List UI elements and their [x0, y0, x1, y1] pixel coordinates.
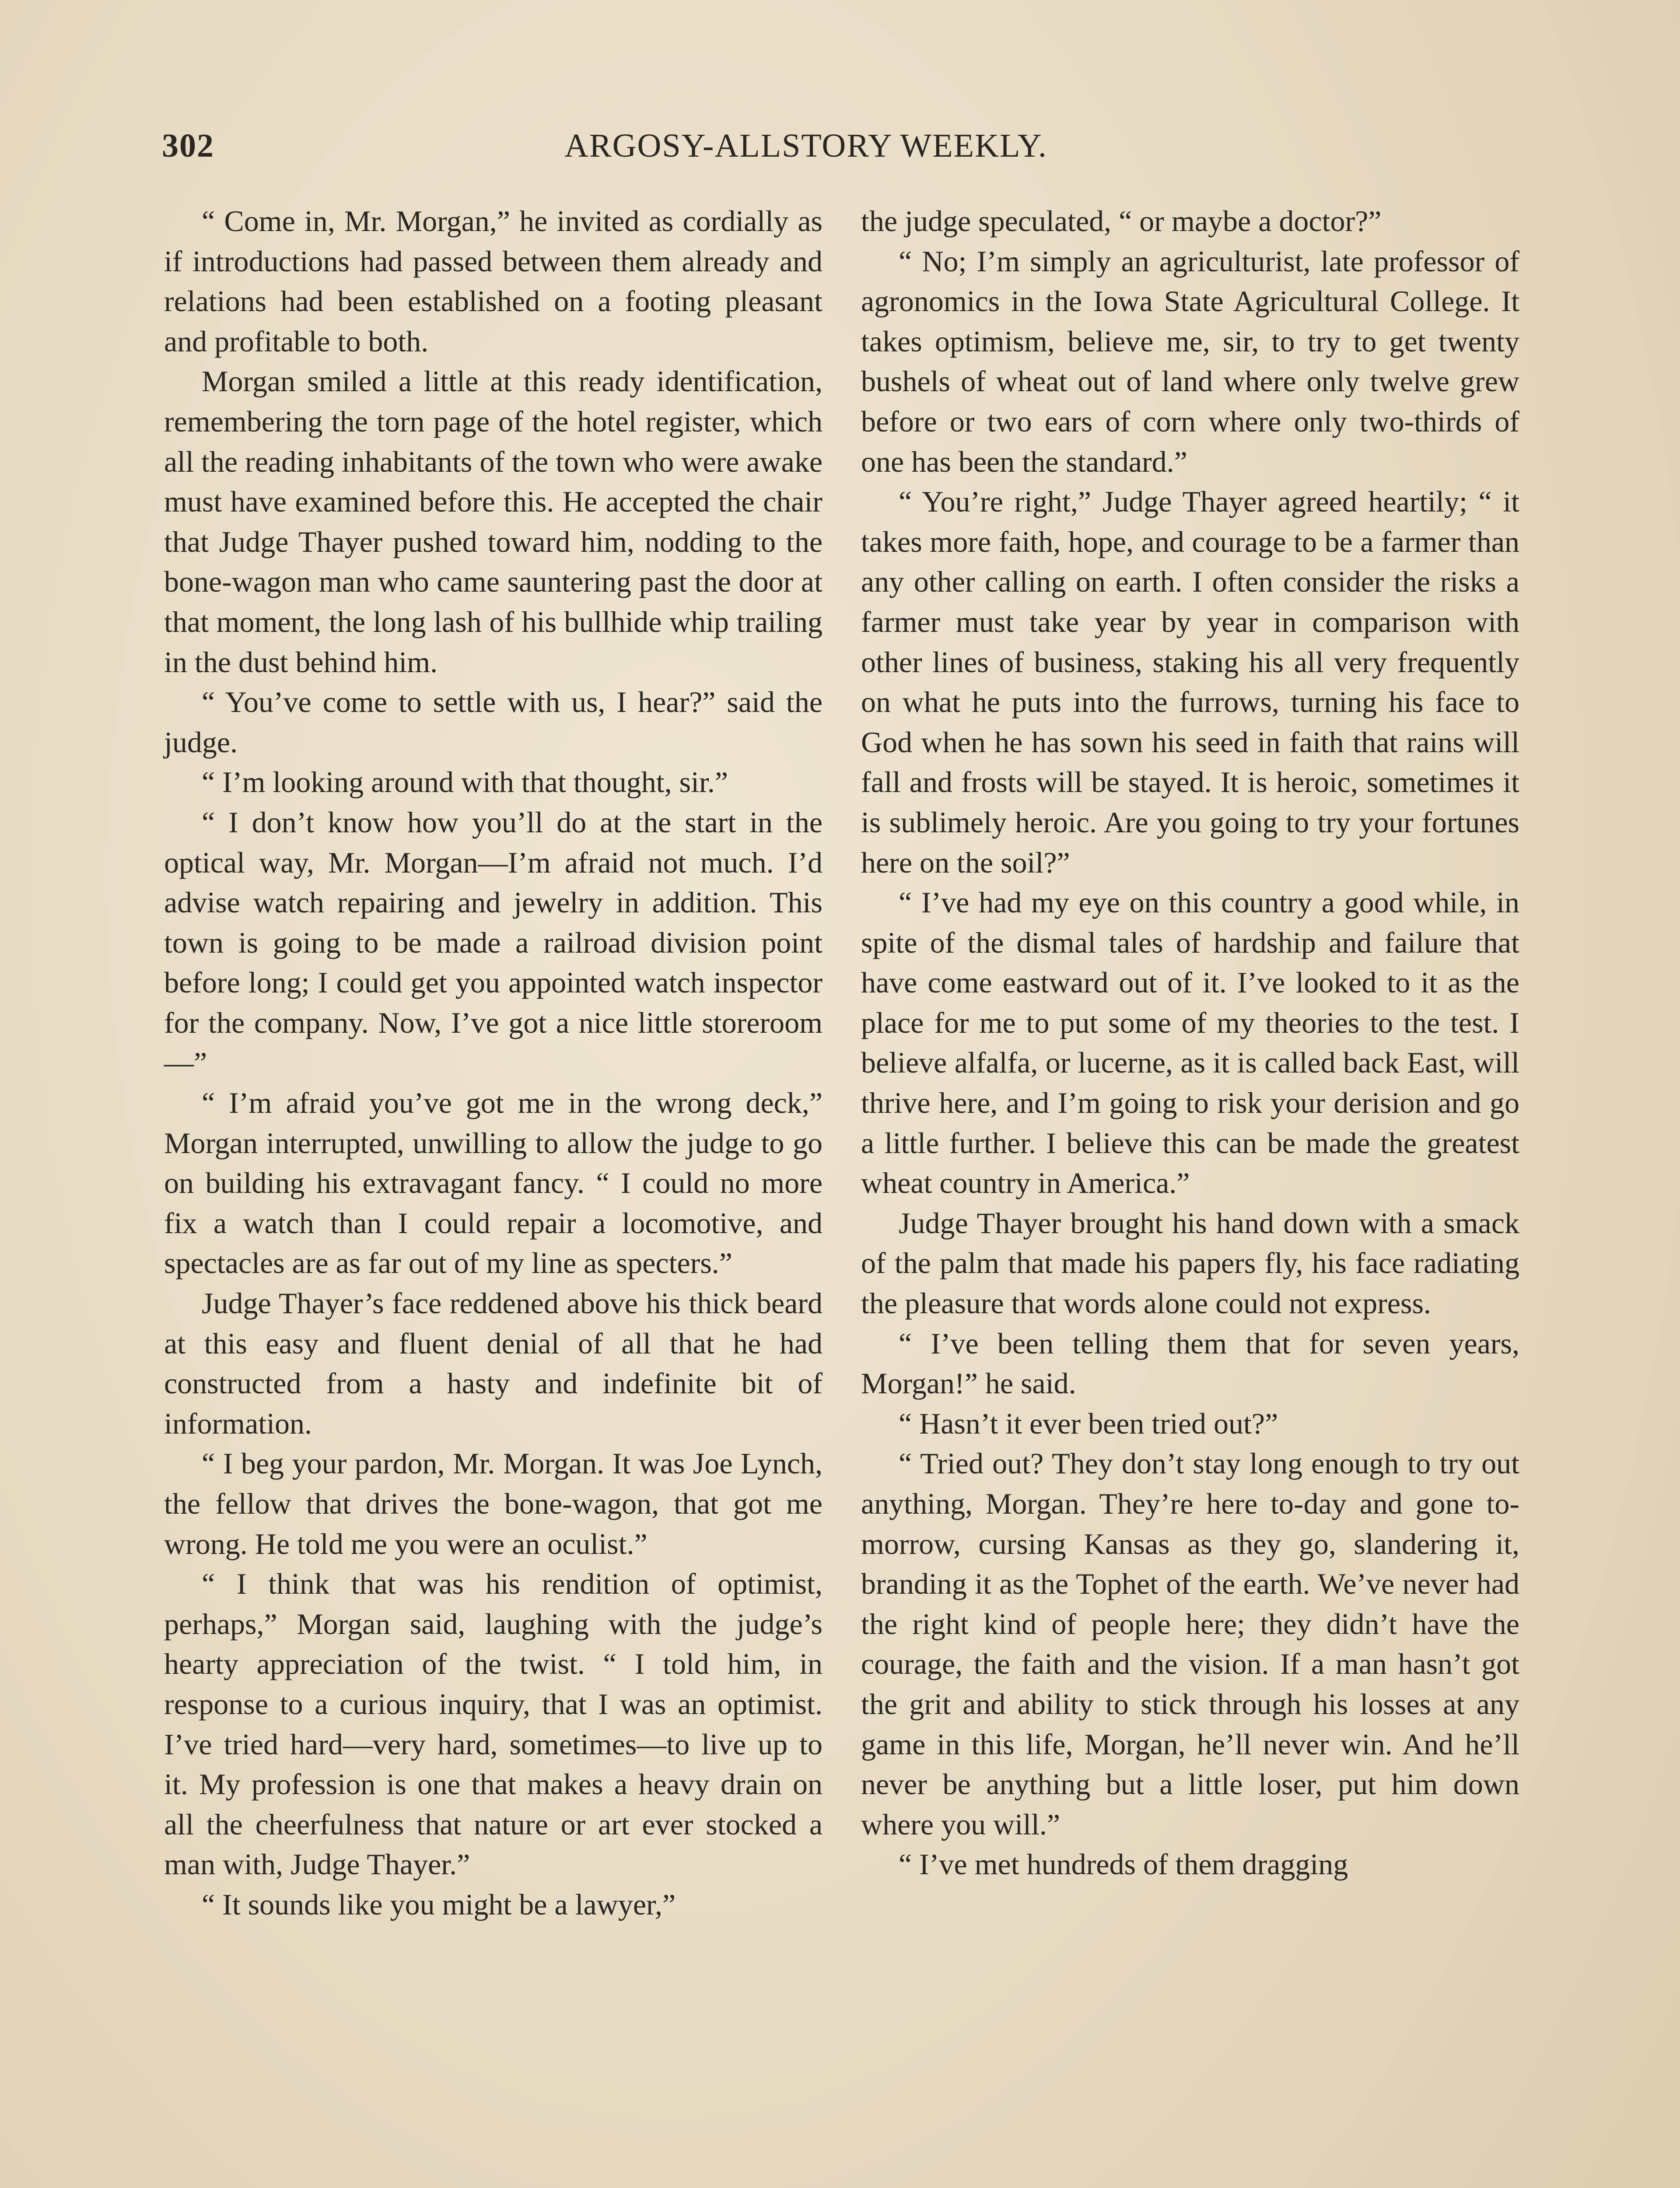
paragraph-continuation: the judge speculated, “ or maybe a doctor?”: [861, 204, 1382, 238]
paragraph: “ I beg your pardon, Mr. Morgan. It was Joe Lynch, the fellow that drives the bone-wagon, that got me wrong. He told me you were an oculist.”: [164, 1447, 822, 1560]
running-title: ARGOSY-ALLSTORY WEEKLY.: [564, 127, 1047, 164]
paragraph: “ I’ve met hundreds of them dragging: [899, 1848, 1348, 1881]
page-header: [162, 127, 1527, 175]
paragraph: “ Hasn’t it ever been tried out?”: [899, 1406, 1278, 1440]
paragraph: “ I don’t know how you’ll do at the start in the optical way, Mr. Morgan—I’m afraid not much. I’d advise watch repairing and jewelry in addition. This town is going to be made a railroad division point before long; I could get you appointed watch inspector for the company. Now, I’ve got a nice little storeroom—”: [164, 805, 822, 1080]
paragraph: “ I’ve had my eye on this country a good while, in spite of the dismal tales of hardship and failure that have come eastward out of it. I’ve looked to it as the place for me to put some of my theories to the test. I believe alfalfa, or lucerne, as it is called back East, will thrive here, and I’m going to risk your derision and go a little further. I believe this can be made the greatest wheat country in America.”: [861, 886, 1519, 1200]
paragraph: “ You’re right,” Judge Thayer agreed heartily; “ it takes more faith, hope, and courage to be a farmer than any other calling on earth. I often consider the risks a farmer must take year by year in comparison with other lines of business, staking his all very frequently on what he puts into the furrows, turning his face to God when he has sown his seed in faith that rains will fall and frosts will be stayed. It is heroic, sometimes it is sublimely heroic. Are you going to try your fortunes here on the soil?”: [861, 485, 1519, 879]
paragraph: “ It sounds like you might be a lawyer,”: [202, 1887, 676, 1921]
paragraph: Judge Thayer brought his hand down with a smack of the palm that made his papers fly, his face radiating the pleasure that words alone could not express.: [861, 1206, 1519, 1320]
paragraph: Judge Thayer’s face reddened above his thick beard at this easy and fluent denial of all that he had constructed from a hasty and indefinite bit of information.: [164, 1287, 822, 1440]
paragraph: “ Come in, Mr. Morgan,” he invited as cordially as if introductions had passed between them already and relations had been established on a footing pleasant and profitable to both.: [164, 204, 822, 358]
right-column: [861, 201, 1519, 1885]
paragraph: “ I’ve been telling them that for seven years, Morgan!” he said.: [861, 1326, 1519, 1400]
paragraph: “ Tried out? They don’t stay long enough to try out anything, Morgan. They’re here to-day and gone to-morrow, cursing Kansas as they go, slandering it, branding it as the Tophet of the earth. We’ve never had the right kind of people here; they didn’t have the courage, the faith and the vision. If a man hasn’t got the grit and ability to stick through his losses at any game in this life, Morgan, he’ll never win. And he’ll never be anything but a little loser, put him down where you will.”: [861, 1447, 1519, 1841]
paragraph: “ I’m afraid you’ve got me in the wrong deck,” Morgan interrupted, unwilling to allow the judge to go on building his extravagant fancy. “ I could no more fix a watch than I could repair a locomotive, and spectacles are as far out of my line as specters.”: [164, 1086, 822, 1280]
left-column: [164, 201, 822, 1925]
paragraph: “ You’ve come to settle with us, I hear?” said the judge.: [164, 685, 822, 759]
paragraph: Morgan smiled a little at this ready identification, remembering the torn page of the hotel register, which all the reading inhabitants of the town who were awake must have examined before this. He accepted the chair that Judge Thayer pushed toward him, nodding to the bone-wagon man who came sauntering past the door at that moment, the long lash of his bullhide whip trailing in the dust behind him.: [164, 365, 822, 679]
page-number: 302: [162, 127, 214, 164]
paragraph: “ I’m looking around with that thought, sir.”: [202, 765, 728, 799]
paragraph: “ I think that was his rendition of optimist, perhaps,” Morgan said, laughing with the judge’s hearty appreciation of the twist. “ I told him, in response to a curious inquiry, that I was an optimist. I’ve tried hard—very hard, sometimes—to live up to it. My profession is one that makes a heavy drain on all the cheerfulness that nature or art ever stocked a man with, Judge Thayer.”: [164, 1567, 822, 1881]
paragraph: “ No; I’m simply an agriculturist, late professor of agronomics in the Iowa State Agricultural College. It takes optimism, believe me, sir, to try to get twenty bushels of wheat out of land where only twelve grew before or two ears of corn where only two-thirds of one has been the standard.”: [861, 244, 1519, 478]
